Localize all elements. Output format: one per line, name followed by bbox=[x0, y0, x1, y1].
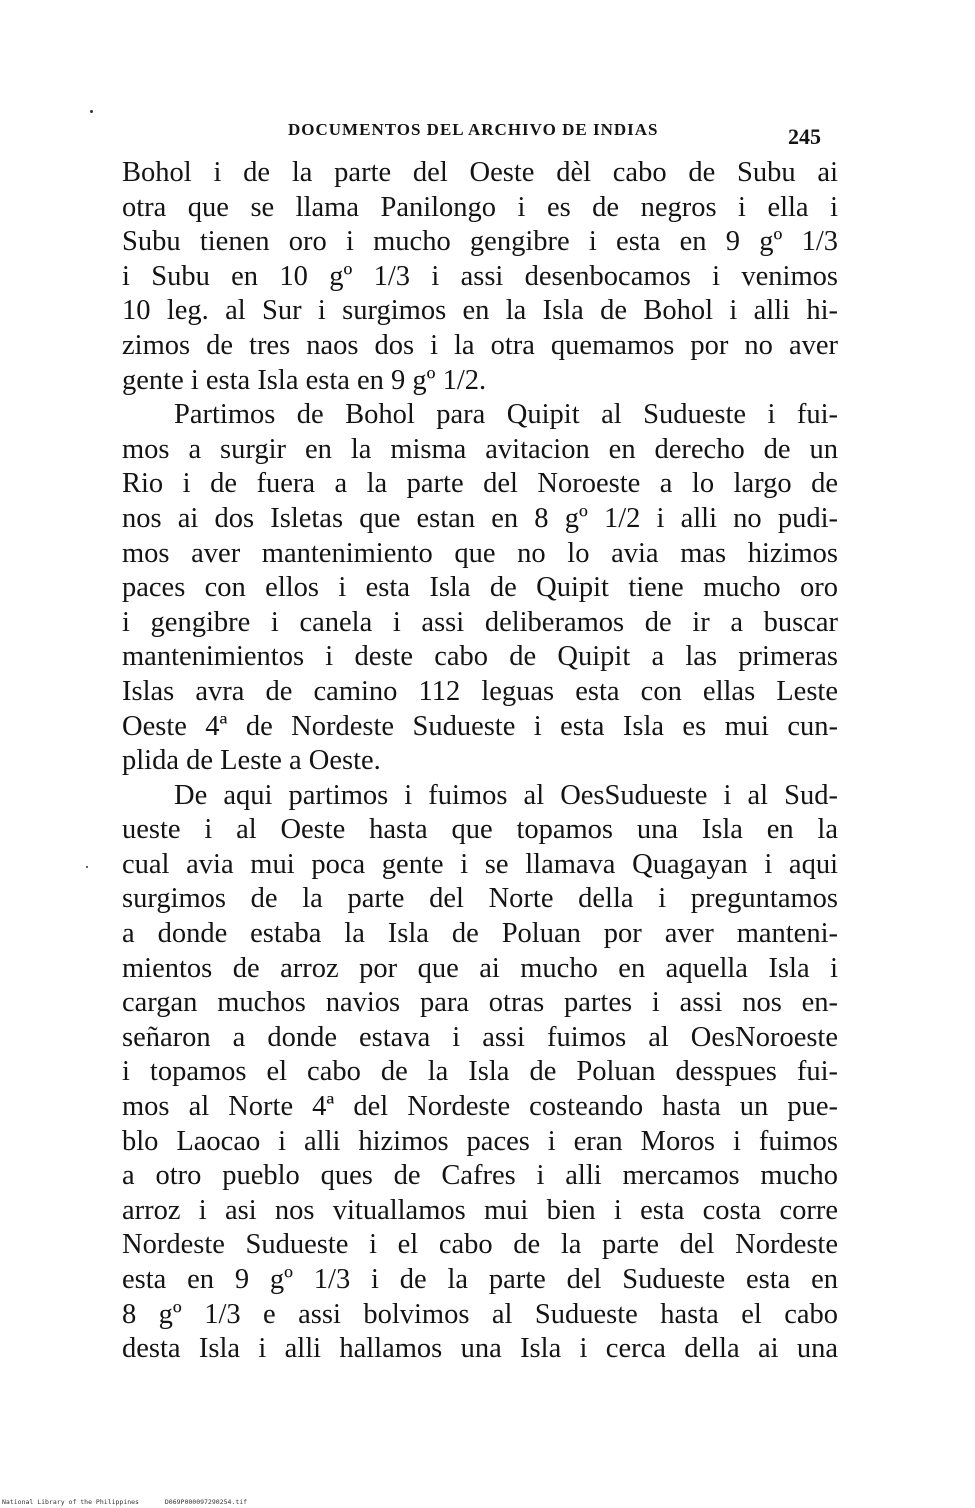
text-line: Nordeste Sudueste i el cabo de la parte del Nordeste bbox=[122, 1229, 838, 1261]
text-line: gente i esta Isla esta en 9 gº 1/2. bbox=[122, 364, 487, 396]
text-line: señaron a donde estava i assi fuimos al OesNoroeste bbox=[122, 1021, 838, 1053]
text-line: mos aver mantenimiento que no lo avia mas hizimos bbox=[122, 537, 838, 569]
text-line: Oeste 4ª de Nordeste Sudueste i esta Isla es mui cun- bbox=[122, 710, 838, 742]
page-number: 245 bbox=[788, 124, 821, 149]
text-line: i Subu en 10 gº 1/3 i assi desenbocamos i venimos bbox=[122, 260, 838, 292]
text-line: cargan muchos navios para otras partes i assi nos en- bbox=[122, 987, 838, 1019]
text-line: blo Laocao i alli hizimos paces i eran Moros i fuimos bbox=[122, 1125, 838, 1157]
text-line: a otro pueblo ques de Cafres i alli mercamos mucho bbox=[122, 1160, 838, 1192]
text-line: 10 leg. al Sur i surgimos en la Isla de Bohol i alli hi- bbox=[122, 295, 838, 327]
text-line: cual avia mui poca gente i se llamava Quagayan i aqui bbox=[122, 848, 838, 880]
text-line: Islas avra de camino 112 leguas esta con ellas Leste bbox=[122, 675, 838, 707]
text-line: i gengibre i canela i assi deliberamos de ir a buscar bbox=[122, 606, 838, 638]
library-credit: National Library of the Philippines bbox=[2, 1498, 139, 1506]
text-line: desta Isla i alli hallamos una Isla i cerca della ai una bbox=[122, 1333, 838, 1365]
text-line: Partimos de Bohol para Quipit al Sudueste i fui- bbox=[174, 399, 838, 431]
text-line: ueste i al Oeste hasta que topamos una Isla en la bbox=[122, 814, 838, 846]
file-id: D069P000097290254.tif bbox=[164, 1498, 248, 1506]
margin-mark bbox=[90, 110, 93, 113]
text-line: De aqui partimos i fuimos al OesSudueste i al Sud- bbox=[174, 779, 838, 811]
text-line: paces con ellos i esta Isla de Quipit tiene mucho oro bbox=[122, 572, 838, 604]
text-line: a donde estaba la Isla de Poluan por aver manteni- bbox=[122, 918, 838, 950]
text-line: 8 gº 1/3 e assi bolvimos al Sudueste hasta el cabo bbox=[122, 1298, 838, 1330]
text-line: mantenimientos i deste cabo de Quipit a las primeras bbox=[122, 641, 838, 673]
running-title: DOCUMENTOS DEL ARCHIVO DE INDIAS bbox=[288, 120, 659, 139]
text-line: nos ai dos Isletas que estan en 8 gº 1/2 i alli no pudi- bbox=[122, 502, 838, 534]
text-line: esta en 9 gº 1/3 i de la parte del Sudueste esta en bbox=[122, 1264, 838, 1295]
paragraph bbox=[122, 398, 838, 779]
text-line: surgimos de la parte del Norte della i preguntamos bbox=[122, 883, 838, 915]
text-line: i topamos el cabo de la Isla de Poluan desspues fui- bbox=[122, 1056, 838, 1088]
text-line: arroz i asi nos vituallamos mui bien i esta costa corre bbox=[122, 1194, 838, 1226]
text-line: mientos de arroz por que ai mucho en aquella Isla i bbox=[122, 952, 838, 984]
scan-footer bbox=[2, 1498, 269, 1506]
text-line: Bohol i de la parte del Oeste dèl cabo de Subu ai bbox=[122, 157, 838, 188]
body-text bbox=[122, 156, 838, 1367]
text-line: mos a surgir en la misma avitacion en derecho de un bbox=[122, 433, 838, 465]
text-line: zimos de tres naos dos i la otra quemamos por no aver bbox=[122, 329, 838, 361]
text-line: mos al Norte 4ª del Nordeste costeando hasta un pue- bbox=[122, 1091, 838, 1123]
text-line: plida de Leste a Oeste. bbox=[122, 745, 381, 777]
paragraph bbox=[122, 156, 838, 398]
text-line: otra que se llama Panilongo i es de negros i ella i bbox=[122, 191, 838, 223]
text-line: Subu tienen oro i mucho gengibre i esta en 9 gº 1/3 bbox=[122, 226, 838, 258]
margin-mark bbox=[86, 866, 88, 868]
text-line: Rio i de fuera a la parte del Noroeste a lo largo de bbox=[122, 468, 838, 500]
paragraph bbox=[122, 779, 838, 1367]
